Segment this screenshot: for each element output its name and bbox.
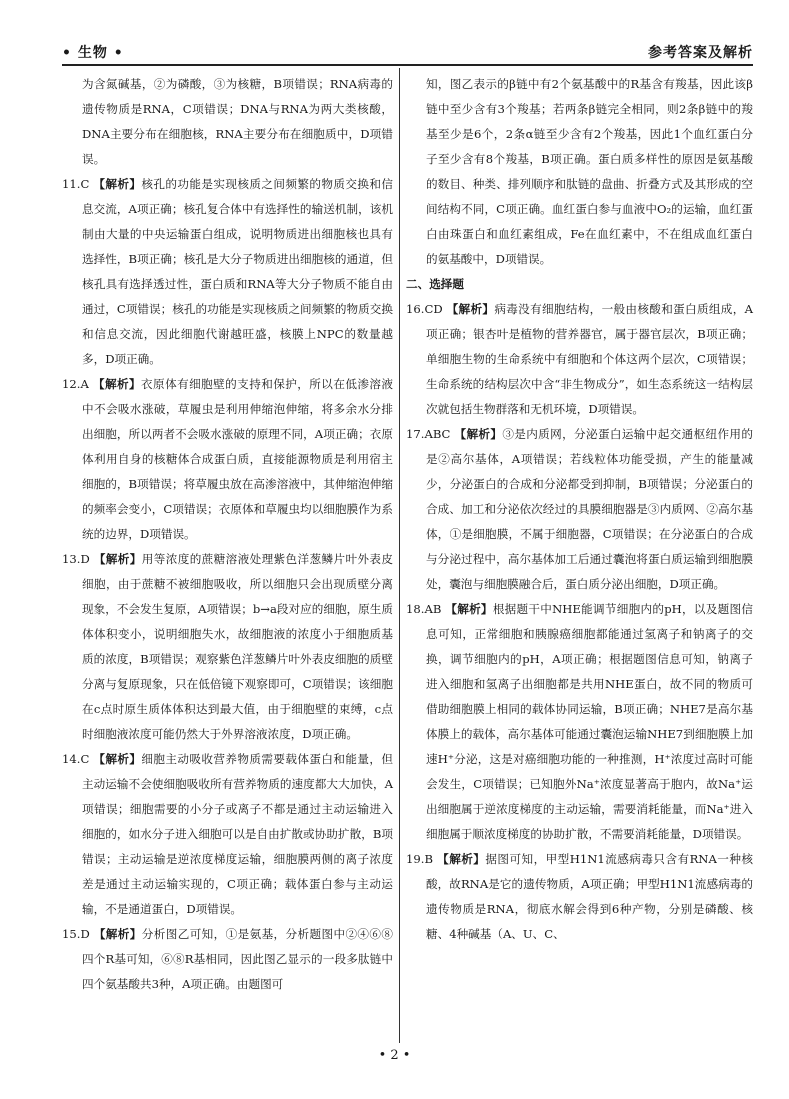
left-column: [62, 72, 393, 997]
item-answer: D: [80, 927, 90, 941]
item-number: 17.: [406, 427, 425, 441]
analysis-tag: 【解析】: [92, 377, 142, 391]
item-number: 16.: [406, 302, 425, 316]
analysis-tag: 【解析】: [93, 752, 142, 766]
answer-item-14: [62, 747, 393, 922]
item-answer: C: [80, 752, 90, 766]
item-number: 13.: [62, 552, 81, 566]
item-text: 据图可知，甲型H1N1流感病毒只含有RNA一种核酸，故RNA是它的遗传物质，A项正确；甲型H1N1流感病毒的遗传物质是RNA，彻底水解会得到6种产物，分别是磷酸、核糖、4种碱基（A、U、C、: [426, 852, 753, 941]
item-number: 11.: [62, 177, 81, 191]
item-text: 分析图乙可知，①是氨基，分析题图中②④⑥⑧四个R基可知，⑥⑧R基相同，因此图乙显示的一段多肽链中四个氨基酸共3种，A项正确。由题图可: [82, 927, 393, 991]
page-header: [62, 40, 753, 64]
analysis-tag: 【解析】: [93, 177, 142, 191]
answer-item-15: [62, 922, 393, 997]
item-text: 衣原体有细胞壁的支持和保护，所以在低渗溶液中不会吸水涨破，草履虫是利用伸缩泡伸缩，将多余水分排出细胞，所以两者不会吸水涨破的原理不同，A项正确；衣原体利用自身的核糖体合成蛋白质，直接能源物质是利用宿主细胞的，B项错误；将草履虫放在高渗溶液中，其伸缩泡伸缩的频率会变小，C项错误；衣原体和草履虫均以细胞膜作为系统的边界，D项错误。: [82, 377, 393, 541]
item-number: 18.: [406, 602, 425, 616]
item-text: 病毒没有细胞结构，一般由核酸和蛋白质组成，A项正确；银杏叶是植物的营养器官，属于器官层次，B项正确；单细胞生物的生命系统中有细胞和个体这两个层次，C项错误；生命系统的结构层次中含“非生物成分”，如生态系统这一结构层次就包括生物群落和无机环境，D项错误。: [426, 302, 753, 416]
item-text: 根据题干中NHE能调节细胞内的pH，以及题图信息可知，正常细胞和胰腺癌细胞都能通过氢离子和钠离子的交换，调节细胞内的pH，A项正确；根据题图信息可知，钠离子进入细胞和氢离子出细胞都是共用NHE蛋白，故不同的物质可借助细胞膜上相同的载体协同运输，B项正确；NHE7是高尔基体膜上的载体，高尔基体可能通过囊泡运输NHE7到细胞膜上加速H⁺分泌，这是对癌细胞功能的一种推测，H⁺浓度过高时可能会发生，C项错误；已知胞外Na⁺浓度显著高于胞内，故Na⁺运出细胞属于逆浓度梯度的主动运输，需要消耗能量，而Na⁺进入细胞属于顺浓度梯度的协助扩散，不需要消耗能量，D项错误。: [426, 602, 753, 841]
item-answer: A: [80, 377, 89, 391]
answer-item-18: [406, 597, 753, 847]
item-answer: C: [80, 177, 90, 191]
analysis-tag: 【解析】: [437, 852, 486, 866]
item-number: 14.: [62, 752, 81, 766]
item-number: 19.: [406, 852, 425, 866]
analysis-tag: 【解析】: [454, 427, 503, 441]
analysis-tag: 【解析】: [446, 302, 495, 316]
item-answer: CD: [424, 302, 443, 316]
item-text: 核孔的功能是实现核质之间频繁的物质交换和信息交流，A项正确；核孔复合体中有选择性的输送机制，该机制由大量的中央运输蛋白组成，说明物质进出细胞核也具有选择性，B项正确；核孔是大分子物质进出细胞核的通道，但核孔具有选择透过性，蛋白质和RNA等大分子物质不能自由通过，C项错误；核孔的功能是实现核质之间频繁的物质交换和信息交流，因此细胞代谢越旺盛，核膜上NPC的数量越多，D项正确。: [82, 177, 393, 366]
section-title: 二、选择题: [406, 277, 464, 291]
analysis-tag: 【解析】: [445, 602, 493, 616]
item-text: 细胞主动吸收营养物质需要载体蛋白和能量，但主动运输不会使细胞吸收所有营养物质的速度都大大加快，A项错误；细胞需要的小分子或离子不都是通过主动运输进入细胞的，如水分子进入细胞可以是自由扩散或协助扩散，B项错误；主动运输是逆浓度梯度运输，细胞膜两侧的离子浓度差是通过主动运输实现的，C项正确；载体蛋白参与主动运输，不是通道蛋白，D项错误。: [82, 752, 393, 916]
answer-item-13: [62, 547, 393, 747]
item-text: 用等浓度的蔗糖溶液处理紫色洋葱鳞片叶外表皮细胞，由于蔗糖不被细胞吸收，所以细胞只会出现质壁分离现象，不会发生复原，A项错误；b→a段对应的细胞，原生质体体积变小，说明细胞失水，故细胞液的浓度小于细胞质基质的浓度，B项错误；观察紫色洋葱鳞片叶外表皮细胞的质壁分离与复原现象，只在低倍镜下观察即可，C项错误；该细胞在c点时原生质体体积达到最大值，由于细胞壁的束缚，c点时细胞液浓度可能仍然大于外界溶液浓度，D项正确。: [82, 552, 393, 741]
subject-label: • 生物 •: [62, 45, 124, 61]
continuation-text: 知，图乙表示的β链中有2个氨基酸中的R基含有羧基，因此该β链中至少含有3个羧基；若两条β链完全相同，则2条β链中的羧基至少是6个，2条α链至少含有2个羧基，因此1个血红蛋白分子至少含有8个羧基，B项正确。蛋白质多样性的原因是氨基酸的数目、种类、排列顺序和肽链的盘曲、折叠方式及其形成的空间结构不同，C项正确。血红蛋白参与血液中O₂的运输，血红蛋白由珠蛋白和血红素组成，Fe在血红素中，不在组成血红蛋白的氨基酸中，D项错误。: [426, 77, 753, 266]
answer-item-16: [406, 297, 753, 422]
analysis-tag: 【解析】: [93, 927, 142, 941]
answer-item-11: [62, 172, 393, 372]
answer-item-19: [406, 847, 753, 947]
item-number: 15.: [62, 927, 81, 941]
item-answer: D: [80, 552, 90, 566]
header-rule: [62, 64, 753, 66]
column-divider: [399, 68, 400, 1043]
analysis-tag: 【解析】: [93, 552, 142, 566]
item-number: 12.: [62, 377, 81, 391]
section-label: 参考答案及解析: [648, 45, 753, 61]
continuation-text: 为含氮碱基，②为磷酸，③为核糖，B项错误；RNA病毒的遗传物质是RNA，C项错误；DNA与RNA为两大类核酸，DNA主要分布在细胞核，RNA主要分布在细胞质中，D项错误。: [82, 77, 393, 166]
item-answer: B: [424, 852, 433, 866]
answer-item-12: [62, 372, 393, 547]
item-answer: AB: [424, 602, 442, 616]
page-number: • 2 •: [378, 1048, 411, 1063]
item-text: ③是内质网，分泌蛋白运输中起交通枢纽作用的是②高尔基体，A项错误；若线粒体功能受损，产生的能量减少，分泌蛋白的合成和分泌都受到抑制，B项错误；分泌蛋白的合成、加工和分泌依次经过的具膜细胞器是③内质网、②高尔基体，①是细胞膜，不属于细胞器，C项错误；在分泌蛋白的合成与分泌过程中，高尔基体加工后通过囊泡将蛋白质运输到细胞膜处，囊泡与细胞膜融合后，蛋白质分泌出细胞，D项正确。: [426, 427, 753, 591]
right-column: [406, 72, 753, 947]
answer-item-17: [406, 422, 753, 597]
item-answer: ABC: [424, 427, 451, 441]
